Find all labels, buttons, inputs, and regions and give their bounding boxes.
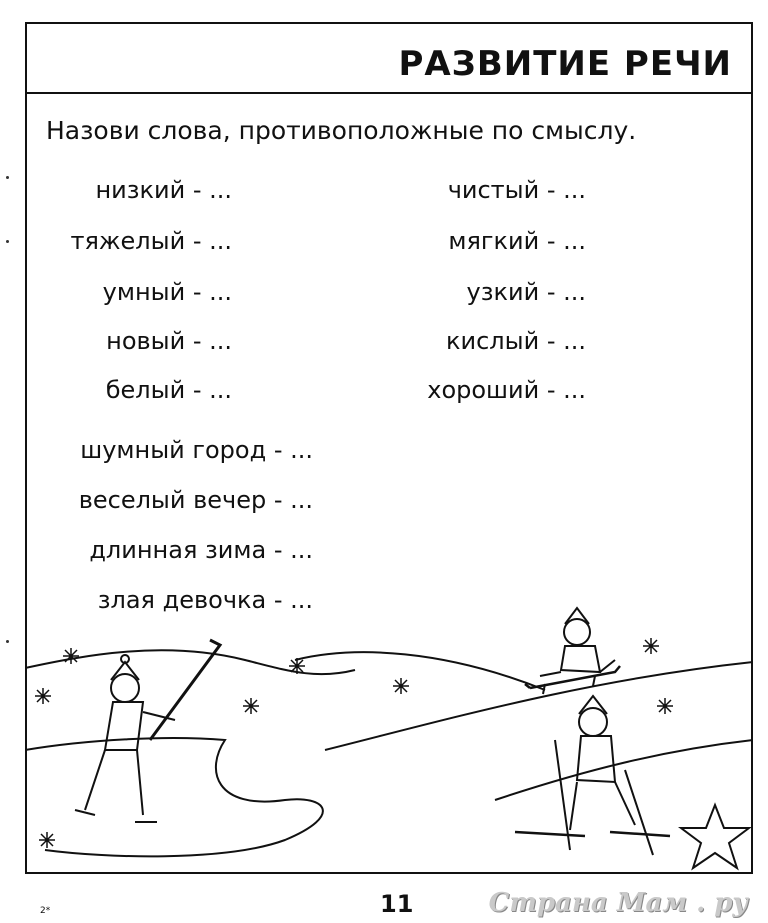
phrase-4: злая девочка - ...: [97, 586, 313, 614]
scan-dot: [6, 640, 9, 643]
right-word-3: узкий - ...: [466, 278, 586, 306]
star-decoration: [681, 805, 749, 868]
right-word-2: мягкий - ...: [448, 227, 586, 255]
site-watermark: Страна Мам . ру: [488, 888, 748, 918]
left-word-3: умный - ...: [102, 278, 232, 306]
hockey-player-figure: [75, 640, 220, 822]
phrase-1: шумный город - ...: [80, 436, 313, 464]
left-word-1: низкий - ...: [95, 176, 232, 204]
winter-scene-illustration: [25, 600, 753, 874]
scan-dot: [6, 240, 9, 243]
hill-right: [325, 662, 753, 750]
right-word-5: хороший - ...: [427, 376, 586, 404]
phrase-3: длинная зима - ...: [89, 536, 313, 564]
page-number: 11: [380, 890, 414, 918]
slope-line: [495, 740, 753, 800]
page-title: РАЗВИТИЕ РЕЧИ: [398, 44, 732, 84]
right-word-1: чистый - ...: [447, 176, 586, 204]
ice-rink: [25, 738, 323, 856]
header-divider: [25, 92, 753, 94]
task-instruction: Назови слова, противоположные по смыслу.: [46, 116, 637, 145]
sled-boy-figure: [525, 608, 620, 694]
hill-middle: [295, 652, 545, 690]
left-word-5: белый - ...: [105, 376, 232, 404]
left-word-4: новый - ...: [106, 327, 232, 355]
corner-mark: 2*: [40, 906, 51, 916]
right-word-4: кислый - ...: [446, 327, 586, 355]
skier-boy-figure: [515, 696, 670, 855]
hill-left: [25, 650, 355, 674]
left-word-2: тяжелый - ...: [70, 227, 232, 255]
scan-dot: [6, 176, 9, 179]
phrase-2: веселый вечер - ...: [78, 486, 313, 514]
